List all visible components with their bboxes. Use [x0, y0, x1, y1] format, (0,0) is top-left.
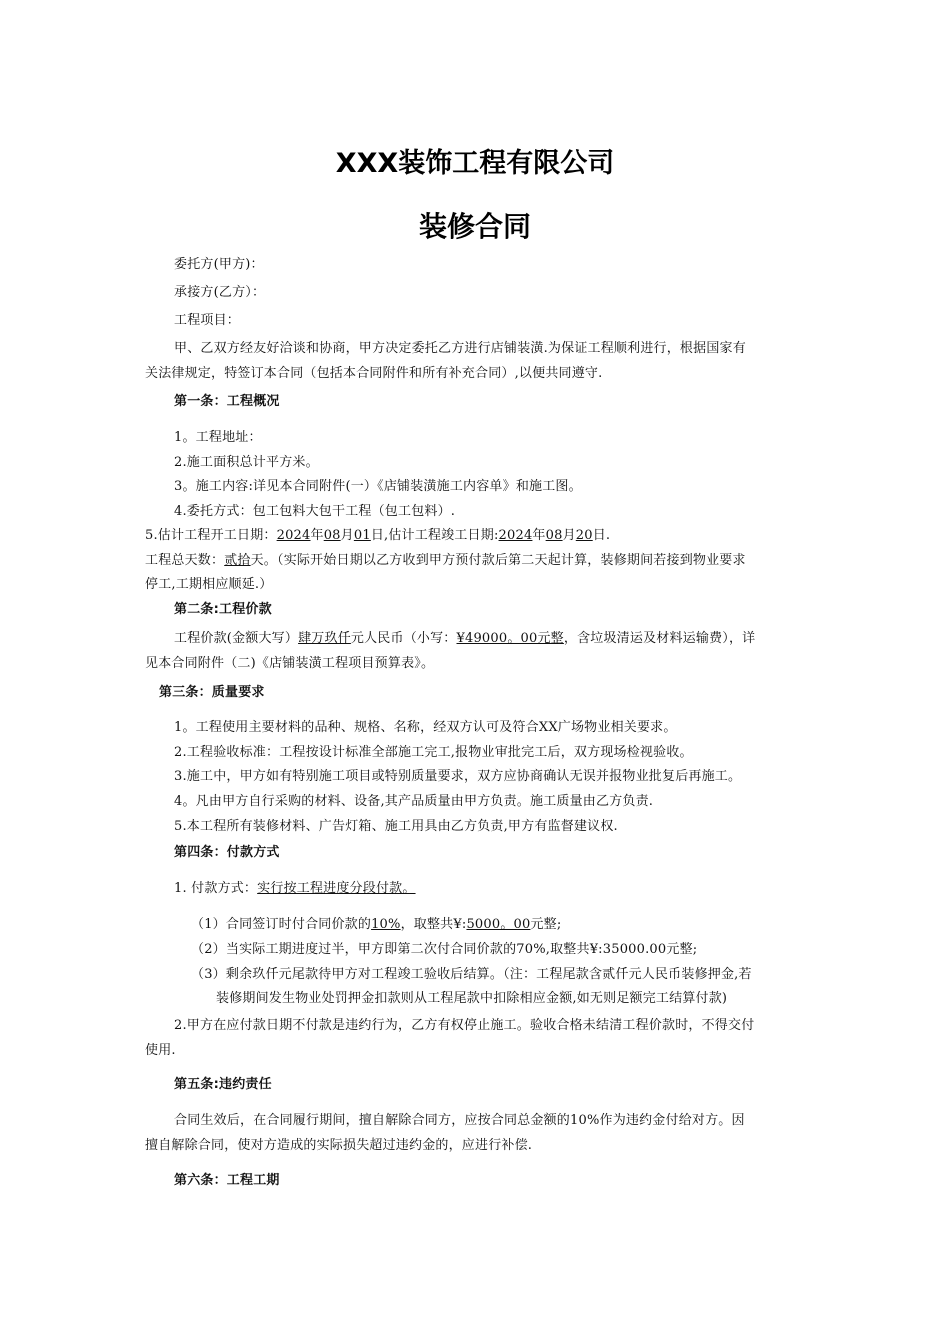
article-4-heading: 第四条：付款方式: [174, 845, 280, 860]
contract-title: 装修合同: [418, 210, 531, 243]
price-label: 工程价款(金额大写）: [174, 631, 299, 646]
article-2-price-line-2: 见本合同附件（二)《店铺装潢工程项目预算表》。: [145, 656, 435, 671]
article-4-stage-3: （3）剩余玖仟元尾款待甲方对工程竣工验收后结算。（注：工程尾款含贰仟元人民币装修押金,若: [191, 967, 752, 982]
article-5-paragraph-line-2: 擅自解除合同，使对方造成的实际损失超过违约金的，应进行补偿.: [145, 1138, 533, 1153]
end-month: 08: [545, 528, 563, 543]
end-date-label: 日,估计工程竣工日期:: [370, 528, 499, 543]
start-month: 08: [323, 528, 341, 543]
article-1-total-days-cont: 停工,工期相应顺延.）: [145, 577, 273, 592]
article-4-stage-1: [191, 916, 561, 934]
price-uppercase: 肆万玖仟: [298, 631, 351, 646]
article-1-item-4: 4.委托方式：包工包料大包干工程（包工包料）.: [174, 504, 456, 519]
stage-1-label: （1）合同签订时付合同价款的: [191, 917, 372, 932]
article-3-item-4: 4。凡由甲方自行采购的材料、设备,其产品质量由甲方负责。施工质量由乙方负责.: [174, 794, 654, 809]
month-unit: 月: [340, 528, 354, 543]
day-unit: 日.: [592, 528, 611, 543]
price-numeric: ¥49000。00元整: [456, 631, 564, 646]
article-2-price-line: [174, 630, 755, 648]
year-unit: 年: [532, 528, 546, 543]
start-date-label: 5.估计工程开工日期：: [145, 528, 277, 543]
party-b-line: 承接方(乙方）：: [174, 285, 266, 300]
article-5-heading: 第五条:违约责任: [174, 1077, 272, 1092]
stage-1-unit: 元整;: [530, 917, 562, 932]
price-note: ，含垃圾清运及材料运输费），详: [563, 631, 756, 646]
article-2-heading: 第二条:工程价款: [174, 602, 272, 617]
end-day: 20: [575, 528, 593, 543]
article-4-payment-method: [174, 880, 416, 898]
start-day: 01: [353, 528, 371, 543]
year-unit: 年: [310, 528, 324, 543]
article-4-stage-3-cont: 装修期间发生物业处罚押金扣款则从工程尾款中扣除相应金额,如无则足额完工结算付款): [216, 991, 728, 1006]
article-1-total-days: [145, 552, 746, 570]
project-line: 工程项目：: [174, 313, 241, 328]
total-days-label: 工程总天数：: [145, 553, 225, 568]
article-1-item-3: 3。施工内容:详见本合同附件(一）《店铺装潢施工内容单》和施工图。: [174, 479, 582, 494]
start-year: 2024: [276, 528, 311, 543]
total-days-note: 天。（实际开始日期以乙方收到甲方预付款后第二天起计算，装修期间若接到物业要求: [250, 553, 746, 568]
stage-1-percent: 10%: [371, 917, 401, 932]
article-4-stage-2: （2）当实际工期进度过半，甲方即第二次付合同价款的70%,取整共¥:35000.00元整;: [191, 942, 698, 957]
intro-paragraph-line-2: 关法律规定，特签订本合同（包括本合同附件和所有补充合同）,以便共同遵守.: [145, 366, 603, 381]
article-3-item-1: 1。工程使用主要材料的品种、规格、名称，经双方认可及符合XX广场物业相关要求。: [174, 720, 677, 735]
article-3-item-2: 2.工程验收标准：工程按设计标准全部施工完工,报物业审批完工后，双方现场检视验收。: [174, 745, 693, 760]
article-1-item-5-dates: [145, 527, 610, 545]
total-days-value: 贰拾: [224, 553, 251, 568]
article-3-item-3: 3.施工中，甲方如有特别施工项目或特别质量要求，双方应协商确认无误并报物业批复后再施工。: [174, 769, 742, 784]
month-unit: 月: [562, 528, 576, 543]
intro-paragraph-line-1: 甲、乙双方经友好洽谈和协商，甲方决定委托乙方进行店铺装潢.为保证工程顺利进行，根据国家有: [174, 341, 746, 356]
article-6-heading: 第六条：工程工期: [174, 1173, 280, 1188]
article-4-item-2: 2.甲方在应付款日期不付款是违约行为，乙方有权停止施工。验收合格未结清工程价款时，不得交付: [174, 1018, 755, 1033]
payment-method-label: 1. 付款方式：: [174, 881, 258, 896]
stage-1-amount: 5000。00: [466, 917, 531, 932]
end-year: 2024: [498, 528, 533, 543]
stage-1-amount-label: ，取整共¥:: [400, 917, 467, 932]
price-currency: 元人民币（小写：: [350, 631, 457, 646]
article-1-heading: 第一条：工程概况: [174, 394, 280, 409]
payment-method-value: 实行按工程进度分段付款。: [257, 881, 416, 896]
article-5-paragraph-line-1: 合同生效后，在合同履行期间，擅自解除合同方，应按合同总金额的10%作为违约金付给对方。因: [174, 1113, 745, 1128]
article-4-item-2-cont: 使用.: [145, 1043, 176, 1058]
party-a-line: 委托方(甲方)：: [174, 257, 264, 272]
article-3-heading: 第三条：质量要求: [159, 685, 265, 700]
article-3-item-5: 5.本工程所有装修材料、广告灯箱、施工用具由乙方负责,甲方有监督建议权.: [174, 819, 618, 834]
article-1-item-1: 1。工程地址：: [174, 430, 262, 445]
article-1-item-2: 2.施工面积总计平方米。: [174, 455, 319, 470]
company-name: XXX装饰工程有限公司: [335, 148, 615, 179]
